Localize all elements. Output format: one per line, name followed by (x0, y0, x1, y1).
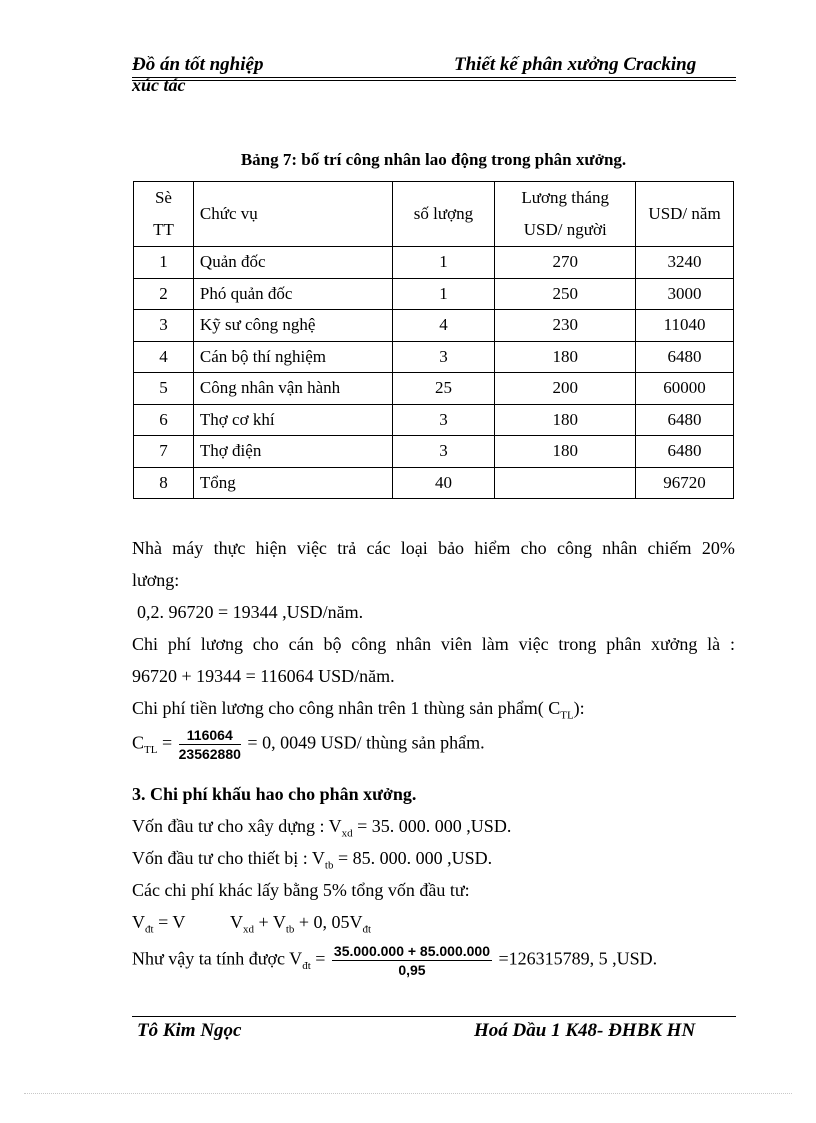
header-quantity: số lượng (392, 182, 495, 247)
word: phí (167, 634, 191, 654)
word: phân (606, 634, 642, 654)
cell-quantity: 3 (392, 436, 495, 468)
cell-salary: 180 (495, 436, 636, 468)
salary-cost-paragraph-line1 (132, 634, 735, 655)
word: nhân (396, 634, 432, 654)
table-row (134, 436, 734, 468)
vdt-equation-rhs: $V_{xd} + V_{tb} + 0$, $05V_{đt}$ (230, 912, 372, 936)
table-row (134, 373, 734, 405)
cell-salary (495, 467, 636, 499)
cell-annual: 6480 (636, 404, 734, 436)
cell-salary: 200 (495, 373, 636, 405)
cell-position: Thợ cơ khí (193, 404, 392, 436)
cell-salary: 230 (495, 310, 636, 342)
header-title-continuation: xúc tác (132, 75, 186, 95)
insurance-calculation: 0,2. 96720 = 19344 ,USD/năm. (137, 602, 364, 622)
footer-author: Tô Kim Ngọc (137, 1020, 242, 1041)
cell-position: Công nhân vận hành (193, 373, 392, 405)
cell-stt: 7 (134, 436, 194, 468)
word: công (351, 634, 387, 654)
ctl-formula: $C_{TL}$ = $\frac{116064}{23562880}$ = 0, 0049 USD/ thùng sản phẩm. (132, 727, 485, 762)
cell-quantity: 3 (392, 404, 495, 436)
cell-quantity: 3 (392, 341, 495, 373)
word: trong (558, 634, 597, 654)
word: thực (213, 538, 246, 558)
cell-annual: 96720 (636, 467, 734, 499)
table-row-total (134, 467, 734, 499)
word: 20% (701, 538, 735, 558)
cell-annual: 6480 (636, 341, 734, 373)
word: hiểm (474, 538, 511, 558)
cell-stt: 2 (134, 278, 194, 310)
word: làm (481, 634, 509, 654)
cell-position: Phó quản đốc (193, 278, 392, 310)
header-rule-top (132, 77, 736, 78)
cell-salary: 250 (495, 278, 636, 310)
cell-quantity: 1 (392, 278, 495, 310)
word: cho (520, 538, 547, 558)
word: máy (172, 538, 204, 558)
construction-investment: Vốn đầu tư cho xây dựng : $V_{xd} = 35$. 000. 000 ,USD. (132, 816, 512, 840)
cell-salary: 270 (495, 247, 636, 279)
insurance-paragraph-line1 (132, 538, 735, 559)
salary-cost-total: 96720 + 19344 = 116064 USD/năm. (132, 666, 395, 686)
word: cán (288, 634, 314, 654)
insurance-paragraph-line2: lương: (132, 570, 180, 590)
cell-stt: 8 (134, 467, 194, 499)
word: Nhà (132, 538, 162, 558)
footer-rule (132, 1016, 736, 1017)
cell-quantity: 1 (392, 247, 495, 279)
word: công (556, 538, 592, 558)
page-edge-divider (24, 1093, 792, 1094)
header-title: Đồ án tốt nghiệp (132, 54, 264, 75)
cell-annual: 3240 (636, 247, 734, 279)
cell-stt: 6 (134, 404, 194, 436)
word: các (366, 538, 391, 558)
header-rule-bottom (132, 80, 736, 81)
word: lương (200, 634, 243, 654)
equipment-investment: Vốn đầu tư cho thiết bị : $V_{tb} = 85$. 000. 000 ,USD. (132, 848, 493, 872)
cell-position: Kỹ sư công nghệ (193, 310, 392, 342)
vdt-fraction: $\frac{35.000.000 + 85.000.000}{0,95}$ (333, 943, 490, 978)
cell-position: Quản đốc (193, 247, 392, 279)
table-header-row (134, 182, 734, 247)
word: cho (252, 634, 279, 654)
table-row (134, 404, 734, 436)
header-stt: Sè TT (134, 182, 194, 247)
cell-position: Thợ điện (193, 436, 392, 468)
word: hiện (255, 538, 287, 558)
cell-annual: 3000 (636, 278, 734, 310)
header-salary: Lương tháng USD/ người (495, 182, 636, 247)
header-subtitle: Thiết kế phân xưởng Cracking (454, 54, 697, 75)
word: xưởng (651, 634, 698, 654)
table-row (134, 341, 734, 373)
word: việc (518, 634, 549, 654)
word: việc (296, 538, 327, 558)
table-row (134, 310, 734, 342)
cell-annual: 11040 (636, 310, 734, 342)
table-row (134, 247, 734, 279)
cell-stt: 4 (134, 341, 194, 373)
cell-position: Cán bộ thí nghiệm (193, 341, 392, 373)
cell-stt: 3 (134, 310, 194, 342)
word: là (707, 634, 721, 654)
vdt-result: Như vậy ta tính được $V_{đt}$ = $\frac{35.000.000 + 85.000.000}{0,95}$ =126315789, 5 ,USD. (132, 943, 658, 978)
vdt-equation-lhs: $V_{đt} = V$ (132, 912, 186, 936)
word: nhân (602, 538, 638, 558)
cell-salary: 180 (495, 404, 636, 436)
staff-table (133, 181, 734, 499)
cell-quantity: 40 (392, 467, 495, 499)
word: loại (400, 538, 428, 558)
word: bảo (438, 538, 465, 558)
word: Chi (132, 634, 159, 654)
cell-position: Tổng (193, 467, 392, 499)
header-position: Chức vụ (193, 182, 392, 247)
word: : (729, 634, 735, 654)
word: bộ (323, 634, 342, 654)
footer-class: Hoá Dầu 1 K48- ĐHBK HN (474, 1020, 696, 1041)
cell-annual: 6480 (636, 436, 734, 468)
ctl-fraction: $\frac{116064}{23562880}$ (178, 727, 241, 762)
cell-salary: 180 (495, 341, 636, 373)
cell-quantity: 4 (392, 310, 495, 342)
word: chiếm (647, 538, 692, 558)
section-3-heading: 3. Chi phí khấu hao cho phân xưởng. (132, 784, 417, 804)
word: trả (337, 538, 357, 558)
per-barrel-cost-text: Chi phí tiền lương cho công nhân trên 1 thùng sản phẩm( $C_{TL}$): (132, 698, 585, 722)
cell-stt: 5 (134, 373, 194, 405)
cell-annual: 60000 (636, 373, 734, 405)
table-row (134, 278, 734, 310)
table-caption: Bảng 7: bố trí công nhân lao động trong phân xưởng. (240, 150, 627, 169)
header-annual: USD/ năm (636, 182, 734, 247)
other-costs-text: Các chi phí khác lấy bằng 5% tổng vốn đầu tư: (132, 880, 470, 900)
cell-stt: 1 (134, 247, 194, 279)
cell-quantity: 25 (392, 373, 495, 405)
word: viên (440, 634, 472, 654)
